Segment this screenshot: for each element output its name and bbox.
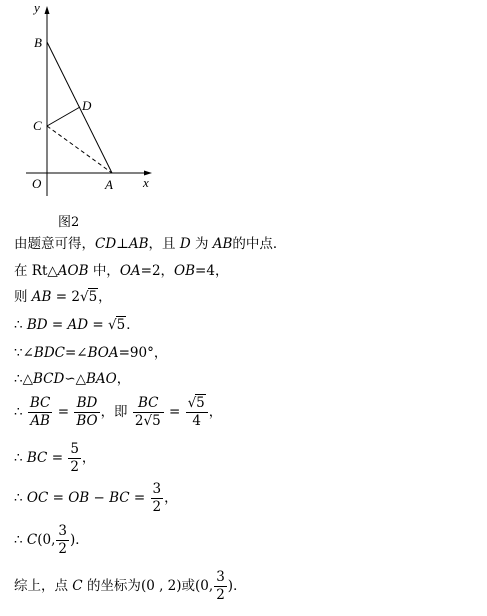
fraction-5-2: $\frac{5}{2}$ [70,441,79,475]
geometry-figure [18,0,168,200]
solution-line-2: 在 Rt△AOB 中，OA=2，OB=4， [14,263,229,279]
solution-line-5: ∵∠BDC=∠BOA=90°， [14,345,168,361]
label-x: x [143,175,149,190]
fraction-3-2: $\frac{3}{2}$ [152,481,162,515]
solution-line-10: ∴ C(0, $\frac{3}{2}$ )． [14,523,89,557]
y-axis-arrow [45,6,50,14]
fraction-sqrt5-4: $\frac{√5}{4}$ [186,396,208,429]
figure-caption: 图2 [58,215,80,230]
label-b: B [34,35,42,50]
segment-cd [47,107,80,126]
sqrt-5: √5 [108,317,126,333]
label-a: A [105,177,113,192]
label-y: y [34,0,40,15]
label-d: D [82,98,92,113]
solution-line-6: ∴△BCD∽△BAO， [14,371,131,387]
solution-line-4: ∴ BD = AD = √5． [14,317,140,333]
fraction-bd-bo: $\frac{BD}{BO}$ [76,395,98,429]
fraction-bc-2sqrt5: $\frac{BC}{2√5}$ [133,396,164,429]
solution-line-8: ∴ BC = $\frac{5}{2}$ ， [14,441,96,475]
fraction-3-2: $\frac{3}{2}$ [216,569,225,603]
label-o: O [32,176,42,191]
segment-ca-dashed [47,126,112,173]
solution-line-11: 综上，点 C 的坐标为(0 , 2)或(0, $\frac{3}{2}$ )． [14,569,247,603]
sqrt-5: √5 [79,289,98,305]
solution-line-3: 则 AB = 2√5， [14,289,112,305]
fraction-3-2: $\frac{3}{2}$ [58,523,67,557]
solution-line-9: ∴ OC = OB − BC = $\frac{3}{2}$ ， [14,481,178,515]
label-c: C [33,118,42,133]
fraction-bc-ab: $\frac{BC}{AB}$ [29,395,51,429]
solution-line-1: 由题意可得，CD⊥AB，且 D 为 AB的中点． [14,236,287,252]
solution-line-7: ∴ $\frac{BC}{AB}$ = $\frac{BD}{BO}$ ，即 $\frac{BC}{2√5}$ = $\frac{√5}{4}$ ， [14,395,223,429]
